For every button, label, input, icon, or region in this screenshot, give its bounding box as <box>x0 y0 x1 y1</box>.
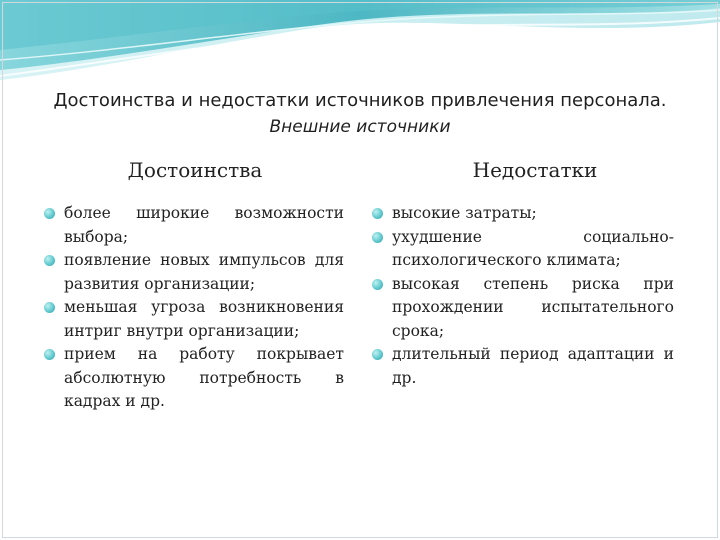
list-item-text: длительный период адаптации и др. <box>392 345 674 387</box>
list-item-text: высокие затраты; <box>392 204 537 222</box>
disadvantages-list <box>372 202 674 390</box>
title-main: Достоинства и недостатки источников привлечения персонала. <box>53 90 667 111</box>
list-item <box>372 226 674 273</box>
advantages-list <box>44 202 344 414</box>
list-item <box>44 202 344 249</box>
bullet-icon <box>44 255 55 266</box>
list-item-text: прием на работу покрывает абсолютную потребность в кадрах и др. <box>64 345 344 410</box>
header-wave-decoration <box>0 0 720 90</box>
bullet-icon <box>372 349 383 360</box>
list-item <box>372 273 674 344</box>
bullet-icon <box>44 302 55 313</box>
list-item-text: высокая степень риска при прохождении испытательного срока; <box>392 274 674 340</box>
list-item <box>372 343 674 390</box>
list-item-text: меньшая угроза возникновения интриг внутри организации; <box>64 298 344 340</box>
bullet-icon <box>372 279 383 290</box>
bullet-icon <box>372 208 383 219</box>
bullet-icon <box>372 232 383 243</box>
list-item-text: ухудшение социально-психологического климата; <box>392 227 674 269</box>
list-item <box>44 296 344 343</box>
list-item <box>44 249 344 296</box>
disadvantages-heading: Недостатки <box>472 158 598 182</box>
title-subtitle: Внешние источники <box>269 117 451 137</box>
list-item-text: появление новых импульсов для развития организации; <box>64 251 344 293</box>
slide-title <box>20 88 700 140</box>
list-item <box>44 343 344 414</box>
list-item <box>372 202 674 226</box>
bullet-icon <box>44 349 55 360</box>
advantages-heading: Достоинства <box>127 158 263 182</box>
bullet-icon <box>44 208 55 219</box>
list-item-text: более широкие возможности выбора; <box>64 204 344 246</box>
